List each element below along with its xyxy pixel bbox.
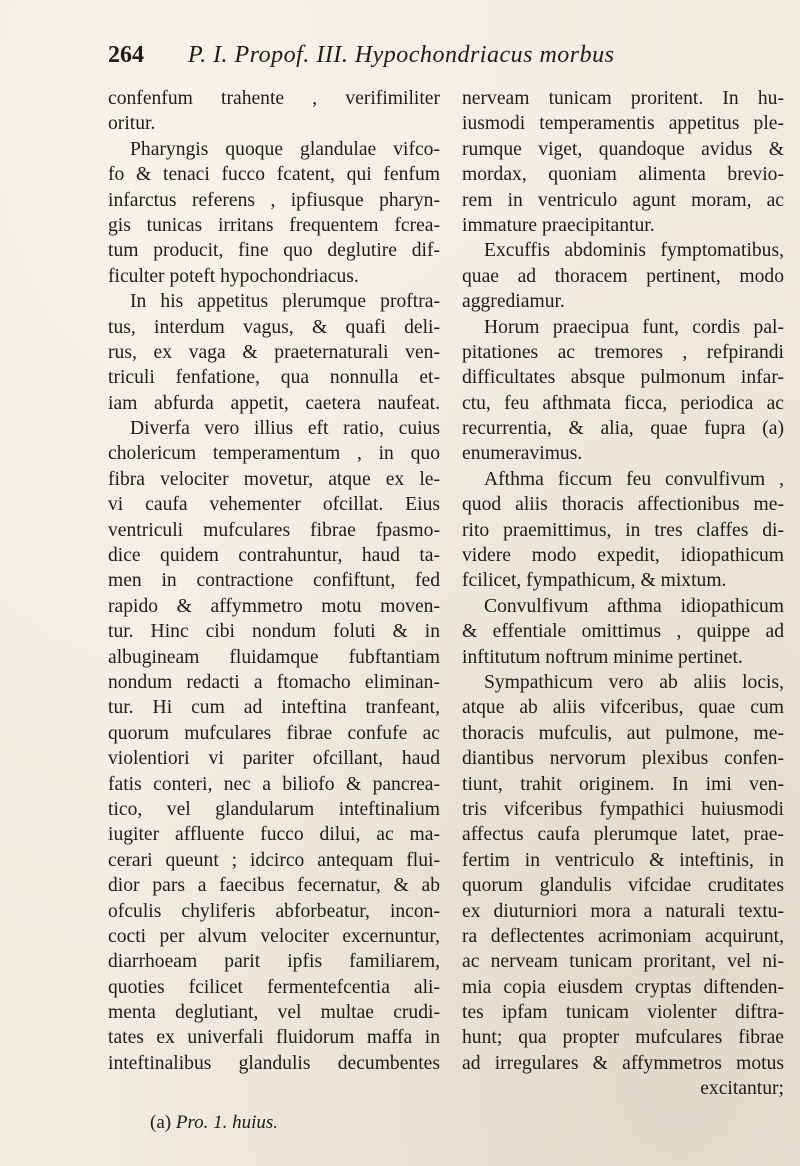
text-line: menta deglutiant, vel multae crudi- [108,1002,440,1024]
running-title: P. I. Propof. III. Hypochondriacus morbus [188,42,615,68]
text-line: tiunt, trahit originem. In imi ven- [462,773,784,795]
text-line: tates ex univerfali fluidorum maffa in [108,1027,440,1049]
text-line: ofculis chyliferis abforbeatur, incon- [108,900,440,922]
text-line: Afthma ficcum feu convulfivum , [484,468,784,490]
text-line: ctu, feu afthmata ficca, periodica ac [462,392,784,414]
left-text-column [108,86,440,1076]
text-line: diarrhoeam parit ipfis familiarem, [108,951,440,973]
text-line: tur. Hi cum ad inteftina tranfeant, [108,697,440,719]
text-line: dior pars a faecibus fecernatur, & ab [108,875,440,897]
text-line: triculi fenfatione, qua nonnulla et- [108,367,440,389]
text-line: ficulter poteft hypochondriacus. [108,265,359,287]
page-number: 264 [108,42,144,68]
text-line: hunt; qua propter mufculares fibrae [462,1027,784,1049]
text-line: Sympathicum vero ab aliis locis, [484,671,784,693]
text-line: cholericum temperamentum , in quo [108,443,440,465]
text-line: fcilicet, fympathicum, & mixtum. [462,570,727,592]
text-line: enumeravimus. [462,443,583,465]
text-line: dice quidem contrahuntur, haud ta- [108,545,440,567]
text-line: fertim in ventriculo & inteftinis, in [462,849,784,871]
text-line: Excuffis abdominis fymptomatibus, [484,240,784,262]
text-line: Horum praecipua funt, cordis pal- [484,316,784,338]
text-line: difficultates absque pulmonum infar- [462,367,784,389]
text-line: iam abfurda appetit, caetera naufeat. [108,392,440,414]
text-line: & effentiale omittimus , quippe ad [462,621,784,643]
text-line: violentiori vi pariter ofcillant, haud [108,748,440,770]
text-line: ex diuturniori mora a naturali textu- [462,900,784,922]
text-line: inteftinalibus glandulis decumbentes [108,1052,440,1074]
text-line: mia copia eiusdem cryptas diftenden- [462,976,784,998]
text-line: albugineam fluidamque fubftantiam [108,646,440,668]
text-line: diantibus nervorum plexibus confen- [462,748,784,770]
text-line: affectus caufa plerumque latet, prae- [462,824,784,846]
text-line: iusmodi temperamentis appetitus ple- [462,113,784,135]
text-line: videre modo expedit, idiopathicum [462,545,784,567]
text-line: inftitutum noftrum minime pertinet. [462,646,743,668]
text-line: pitationes ac tremores , refpirandi [462,341,784,363]
text-line: cocti per alvum velociter excernuntur, [108,925,440,947]
text-line: rapido & affymmetro motu moven- [108,595,440,617]
text-line: In his appetitus plerumque proftra- [130,291,440,313]
right-text-column [462,86,784,1102]
footnote-marker: (a) [150,1112,172,1133]
text-line: tris vifceribus fympathici huiusmodi [462,798,784,820]
text-line: quorum mufculares fibrae confufe ac [108,722,440,744]
text-line: atque ab aliis vifceribus, quae cum [462,697,784,719]
text-line: aggrediamur. [462,291,565,313]
text-line: tus, interdum vagus, & quafi deli- [108,316,440,338]
text-line: tico, vel glandularum inteftinalium [108,798,440,820]
text-line: fibra velociter movetur, atque ex le- [108,468,440,490]
text-line: ra deflectentes acrimoniam acquirunt, [462,925,784,947]
text-line: fo & tenaci fucco fcatent, qui fenfum [108,164,440,186]
text-line: quod aliis thoracis affectionibus me- [462,494,784,516]
text-line: ac nerveam tunicam proritant, vel ni- [462,951,784,973]
text-line: vi caufa vehementer ofcillat. Eius [108,494,440,516]
text-line: tum producit, fine quo deglutire dif- [108,240,440,262]
text-line: Pharyngis quoque glandulae vifco- [130,138,440,160]
text-line: Convulfivum afthma idiopathicum [484,595,784,617]
text-line: confenfum trahente , verifimiliter [108,88,440,109]
text-line: thoracis mufculis, aut pulmone, me- [462,722,784,744]
text-line: excitantur; [700,1078,784,1100]
text-line: ventriculi mufculares fibrae fpasmo- [108,519,440,541]
text-line: rem in ventriculo agunt moram, ac [462,189,784,211]
text-line: quoties fcilicet fermentefcentia ali- [108,976,440,998]
text-line: fatis conteri, nec a biliofo & pancrea- [108,773,440,795]
text-line: ad irregulares & affymmetros motus [462,1052,784,1074]
text-line: iugiter affluente fucco dilui, ac ma- [108,824,440,846]
text-line: recurrentia, & alia, quae fupra (a) [462,418,784,440]
text-line: immature praecipitantur. [462,214,655,236]
text-line: nondum redacti a ftomacho eliminan- [108,671,440,693]
text-line: men in contractione confiftunt, fed [108,570,440,592]
footnote-text: Pro. 1. huius. [175,1112,279,1133]
text-line: rito praemittimus, in tres claffes di- [462,519,784,541]
text-line: mordax, quoniam alimenta brevio- [462,164,784,186]
text-line: tur. Hinc cibi nondum foluti & in [108,621,440,643]
text-line: rus, ex vaga & praeternaturali ven- [108,341,440,363]
text-line: cerari queunt ; idcirco antequam flui- [108,849,440,871]
text-line: tes ipfam tunicam violenter diftra- [462,1002,784,1024]
text-line: oritur. [108,113,156,135]
text-line: gis tunicas irritans frequentem fcrea- [108,214,440,236]
text-line: Diverfa vero illius eft ratio, cuius [130,418,440,440]
text-line: infarctus referens , ipfiusque pharyn- [108,189,440,211]
text-line: nerveam tunicam proritent. In hu- [462,88,784,109]
page-header [108,42,768,78]
text-line: quorum glandulis vifcidae cruditates [462,875,784,897]
footnote [150,1112,278,1134]
text-line: rumque viget, quandoque avidus & [462,138,784,160]
text-line: quae ad thoracem pertinent, modo [462,265,784,287]
